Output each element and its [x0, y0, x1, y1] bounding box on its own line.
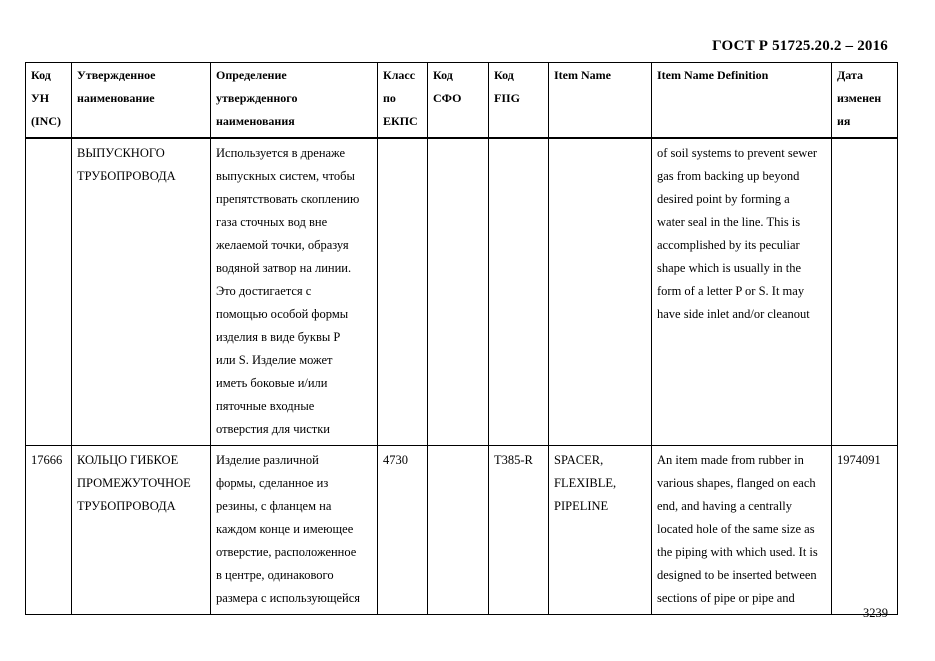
cell-item-name — [549, 138, 652, 446]
table-row — [26, 446, 898, 615]
cell-approved-name: ВЫПУСКНОГО ТРУБОПРОВОДА — [72, 138, 211, 446]
table-header-row — [26, 63, 898, 139]
cell-definition: Используется в дренаже выпускных систем, чтобы препятствовать скоплению газа сточных вод вне желаемой точки, образуя водяной затвор на линии. Это достигается с помощью особой формы изделия в виде буквы Р или S. Изделие может иметь боковые и/или пяточные входные отверстия для чистки — [211, 138, 378, 446]
cell-inc — [26, 138, 72, 446]
column-header-definition: Определение утвержденного наименования — [211, 63, 378, 139]
cell-approved-name: КОЛЬЦО ГИБКОЕ ПРОМЕЖУТОЧНОЕ ТРУБОПРОВОДА — [72, 446, 211, 615]
cell-class: 4730 — [378, 446, 428, 615]
column-header-sfo: Код СФО — [428, 63, 489, 139]
cell-item-definition: of soil systems to prevent sewer gas from backing up beyond desired point by forming a water seal in the line. This is accomplished by its peculiar shape which is usually in the form of a letter P or S. It may have side inlet and/or cleanout — [652, 138, 832, 446]
cell-date — [832, 138, 898, 446]
page-number: 3239 — [863, 606, 888, 620]
column-header-class: Класс по ЕКПС — [378, 63, 428, 139]
cell-sfo — [428, 446, 489, 615]
cell-date: 1974091 — [832, 446, 898, 615]
cell-fiig — [489, 138, 549, 446]
cell-inc: 17666 — [26, 446, 72, 615]
column-header-inc: Код УН (INC) — [26, 63, 72, 139]
cell-sfo — [428, 138, 489, 446]
cell-fiig: T385-R — [489, 446, 549, 615]
document-title: ГОСТ Р 51725.20.2 – 2016 — [712, 38, 888, 54]
cell-item-name: SPACER, FLEXIBLE, PIPELINE — [549, 446, 652, 615]
column-header-approved-name: Утвержденное наименование — [72, 63, 211, 139]
column-header-item-name: Item Name — [549, 63, 652, 139]
column-header-date: Дата изменен ия — [832, 63, 898, 139]
cell-item-definition: An item made from rubber in various shapes, flanged on each end, and having a centrally located hole of the same size as the piping with which used. It is designed to be inserted between sections of pipe or pipe and — [652, 446, 832, 615]
table-row — [26, 138, 898, 446]
catalog-table — [25, 62, 898, 615]
cell-definition: Изделие различной формы, сделанное из резины, с фланцем на каждом конце и имеющее отверстие, расположенное в центре, одинакового размера с использующейся — [211, 446, 378, 615]
column-header-fiig: Код FIIG — [489, 63, 549, 139]
cell-class — [378, 138, 428, 446]
column-header-item-definition: Item Name Definition — [652, 63, 832, 139]
